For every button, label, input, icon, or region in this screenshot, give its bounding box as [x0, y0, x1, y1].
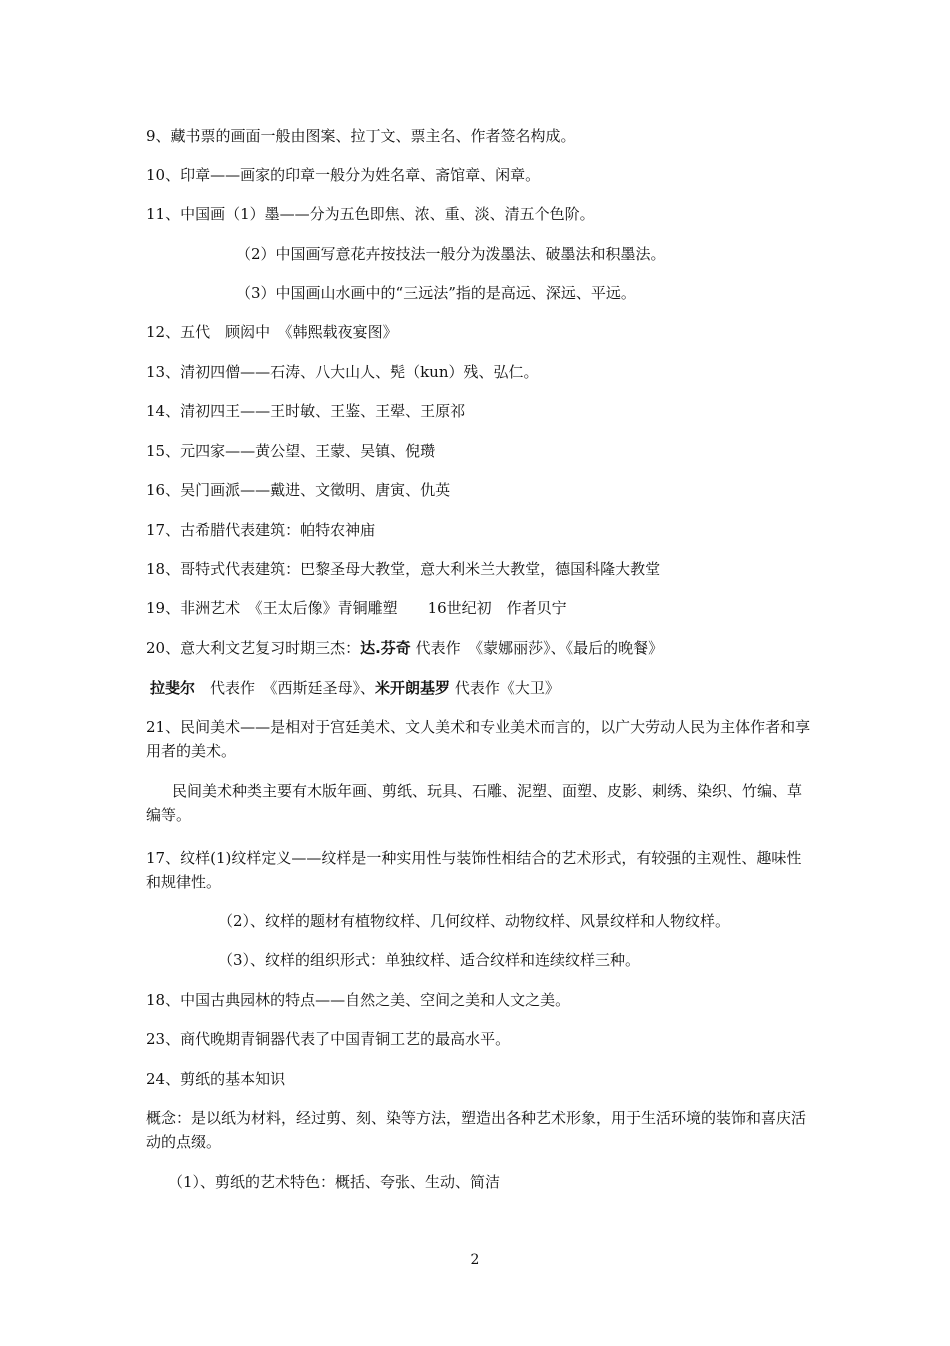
item-15: 15、元四家——黄公望、王蒙、吴镇、倪瓒	[146, 442, 436, 460]
item-24-sub-1: （1）、剪纸的艺术特色：概括、夸张、生动、简洁	[168, 1173, 501, 1191]
page-number: 2	[470, 1252, 480, 1268]
item-19: 19、非洲艺术 《王太后像》青铜雕塑 16世纪初 作者贝宁	[146, 599, 567, 617]
artist-raphael: 拉斐尔	[150, 679, 196, 697]
item-20b-mid: 代表作 《西斯廷圣母》、	[195, 679, 376, 697]
item-20	[146, 636, 814, 660]
item-10: 10、印章——画家的印章一般分为姓名章、斋馆章、闲章。	[146, 166, 541, 184]
item-18-gothic: 18、哥特式代表建筑：巴黎圣母大教堂，意大利米兰大教堂，德国科隆大教堂	[146, 560, 661, 578]
item-24-definition: 概念：是以纸为材料，经过剪、刻、染等方法，塑造出各种艺术形象，用于生活环境的装饰和喜庆活动的点缀。	[146, 1109, 807, 1151]
item-21-types: 民间美术种类主要有木版年画、剪纸、玩具、石雕、泥塑、面塑、皮影、刺绣、染织、竹编、草编等。	[146, 782, 803, 824]
item-20b-suffix: 代表作《大卫》	[450, 679, 560, 697]
item-17-architecture: 17、古希腊代表建筑：帕特农神庙	[146, 521, 376, 539]
item-11-sub-2: （2）中国画写意花卉按技法一般分为泼墨法、破墨法和积墨法。	[236, 245, 666, 263]
item-20-continued	[150, 676, 818, 700]
item-17-pattern: 17、纹样(1)纹样定义——纹样是一种实用性与装饰性相结合的艺术形式，有较强的主观性、趣味性和规律性。	[146, 849, 802, 891]
item-18-garden: 18、中国古典园林的特点——自然之美、空间之美和人文之美。	[146, 991, 571, 1009]
item-24: 24、剪纸的基本知识	[146, 1070, 286, 1088]
item-9: 9、藏书票的画面一般由图案、拉丁文、票主名、作者签名构成。	[146, 127, 576, 145]
artist-michelangelo: 米开朗基罗	[375, 679, 451, 697]
item-13: 13、清初四僧——石涛、八大山人、髡（kun）残、弘仁。	[146, 363, 539, 381]
item-12: 12、五代 顾闳中 《韩熙载夜宴图》	[146, 323, 398, 341]
item-11: 11、中国画（1）墨——分为五色即焦、浓、重、淡、清五个色阶。	[146, 205, 595, 223]
item-14: 14、清初四王——王时敏、王鉴、王翚、王原祁	[146, 402, 466, 420]
item-20-prefix: 20、意大利文艺复习时期三杰：	[146, 639, 361, 657]
item-17-pattern-sub-2: （2）、纹样的题材有植物纹样、几何纹样、动物纹样、风景纹样和人物纹样。	[218, 912, 731, 930]
artist-da-vinci: 达.芬奇	[360, 639, 411, 657]
item-11-sub-3: （3）中国画山水画中的“三远法”指的是高远、深远、平远。	[236, 284, 636, 302]
item-23: 23、商代晚期青铜器代表了中国青铜工艺的最高水平。	[146, 1030, 511, 1048]
item-16: 16、吴门画派——戴进、文徵明、唐寅、仇英	[146, 481, 451, 499]
item-17-pattern-sub-3: （3）、纹样的组织形式：单独纹样、适合纹样和连续纹样三种。	[218, 951, 641, 969]
item-21: 21、民间美术——是相对于宫廷美术、文人美术和专业美术而言的，以广大劳动人民为主体作者和享用者的美术。	[146, 718, 811, 760]
item-20-suffix: 代表作 《蒙娜丽莎》、《最后的晚餐》	[410, 639, 664, 657]
